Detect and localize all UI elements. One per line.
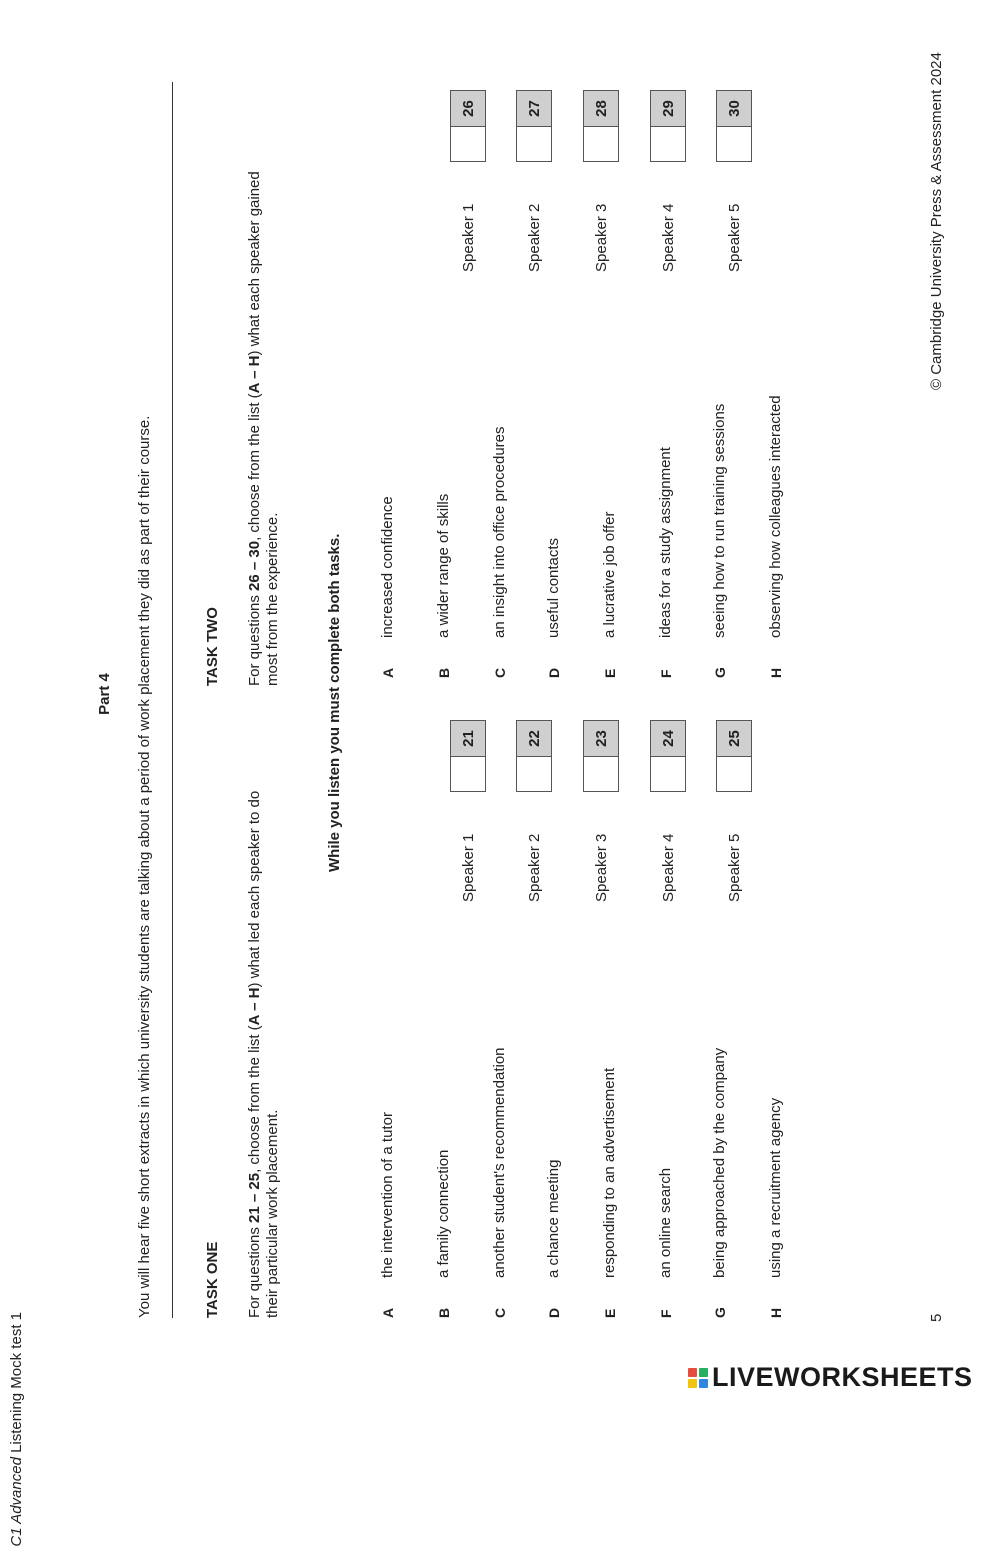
option-text: the intervention of a tutor: [379, 1112, 396, 1278]
task-one-title: TASK ONE: [204, 1241, 221, 1318]
option-text: seeing how to run training sessions: [711, 403, 728, 638]
question-number: 22: [516, 720, 552, 756]
answer-box-23[interactable]: [583, 756, 619, 792]
option-letter: E: [602, 668, 618, 678]
speaker-label: Speaker 3: [593, 203, 610, 272]
option-letter: E: [602, 1308, 618, 1318]
option-letter: F: [658, 669, 674, 678]
option-text: being approached by the company: [711, 1047, 728, 1278]
option-text: observing how colleagues interacted: [767, 395, 784, 638]
speaker-label: Speaker 2: [526, 203, 543, 272]
speaker-label: Speaker 1: [460, 833, 477, 902]
option-letter: B: [436, 667, 452, 678]
speaker-label: Speaker 4: [660, 833, 677, 902]
option-letter: G: [712, 667, 728, 678]
top-rule: [172, 82, 173, 1318]
speaker-label: Speaker 4: [660, 203, 677, 272]
option-letter: D: [546, 1307, 562, 1318]
answer-box-28[interactable]: [583, 126, 619, 162]
option-letter: C: [492, 667, 508, 678]
answer-box-24[interactable]: [650, 756, 686, 792]
footer-copyright: © Cambridge University Press & Assessment 2024: [928, 52, 945, 390]
answer-box-21[interactable]: [450, 756, 486, 792]
answer-box-22[interactable]: [516, 756, 552, 792]
question-number: 30: [716, 90, 752, 126]
brand-name: LIVEWORKSHEETS: [712, 1362, 973, 1392]
question-number: 28: [583, 90, 619, 126]
option-letter: H: [768, 1307, 784, 1318]
question-number: 24: [650, 720, 686, 756]
option-text: responding to an advertisement: [601, 1067, 618, 1278]
logo-cell: [699, 1368, 708, 1377]
logo-cell: [688, 1379, 697, 1388]
option-text: ideas for a study assignment: [657, 447, 674, 638]
question-number: 26: [450, 90, 486, 126]
option-letter: G: [712, 1307, 728, 1318]
option-text: useful contacts: [545, 537, 562, 638]
option-letter: D: [546, 667, 562, 678]
option-text: another student's recommendation: [491, 1047, 508, 1278]
option-text: an online search: [657, 1167, 674, 1278]
liveworksheets-logo: [688, 1362, 973, 1393]
question-number: 29: [650, 90, 686, 126]
both-tasks-instruction: While you listen you must complete both tasks.: [326, 533, 343, 872]
speaker-label: Speaker 1: [460, 203, 477, 272]
option-letter: C: [492, 1307, 508, 1318]
option-text: using a recruitment agency: [767, 1097, 784, 1278]
task-two-title: TASK TWO: [204, 607, 221, 686]
speaker-label: Speaker 5: [726, 833, 743, 902]
header-series-rest: Listening Mock test 1: [8, 1312, 25, 1458]
answer-box-26[interactable]: [450, 126, 486, 162]
task-one-instruction-line2: their particular work placement.: [264, 1109, 281, 1318]
answer-box-30[interactable]: [716, 126, 752, 162]
question-number: 21: [450, 720, 486, 756]
task-two-instruction: For questions 26 – 30, choose from the list (A – H) what each speaker gained: [246, 171, 263, 686]
logo-grid-icon: [688, 1368, 708, 1388]
option-text: an insight into office procedures: [491, 426, 508, 638]
speaker-label: Speaker 3: [593, 833, 610, 902]
intro-text: You will hear five short extracts in which university students are talking about a period of work placement they did as part of their course.: [136, 415, 153, 1318]
option-text: a family connection: [435, 1149, 452, 1278]
option-text: a chance meeting: [545, 1159, 562, 1278]
question-number: 23: [583, 720, 619, 756]
footer-page-number: 5: [928, 1313, 945, 1322]
speaker-label: Speaker 2: [526, 833, 543, 902]
option-letter: H: [768, 667, 784, 678]
question-number: 25: [716, 720, 752, 756]
option-letter: A: [380, 1307, 396, 1318]
option-letter: B: [436, 1307, 452, 1318]
logo-cell: [699, 1379, 708, 1388]
answer-box-25[interactable]: [716, 756, 752, 792]
task-one-instruction: For questions 21 – 25, choose from the list (A – H) what led each speaker to do: [246, 790, 263, 1318]
part-title: Part 4: [96, 673, 113, 715]
speaker-label: Speaker 5: [726, 203, 743, 272]
question-number: 27: [516, 90, 552, 126]
logo-cell: [688, 1368, 697, 1377]
task-two-instruction-line2: most from the experience.: [264, 512, 281, 686]
option-text: a lucrative job offer: [601, 511, 618, 638]
option-letter: A: [380, 667, 396, 678]
answer-box-29[interactable]: [650, 126, 686, 162]
header-series-italic: C1 Advanced: [8, 1457, 25, 1547]
option-text: increased confidence: [379, 496, 396, 638]
option-text: a wider range of skills: [435, 493, 452, 638]
answer-box-27[interactable]: [516, 126, 552, 162]
option-letter: F: [658, 1309, 674, 1318]
